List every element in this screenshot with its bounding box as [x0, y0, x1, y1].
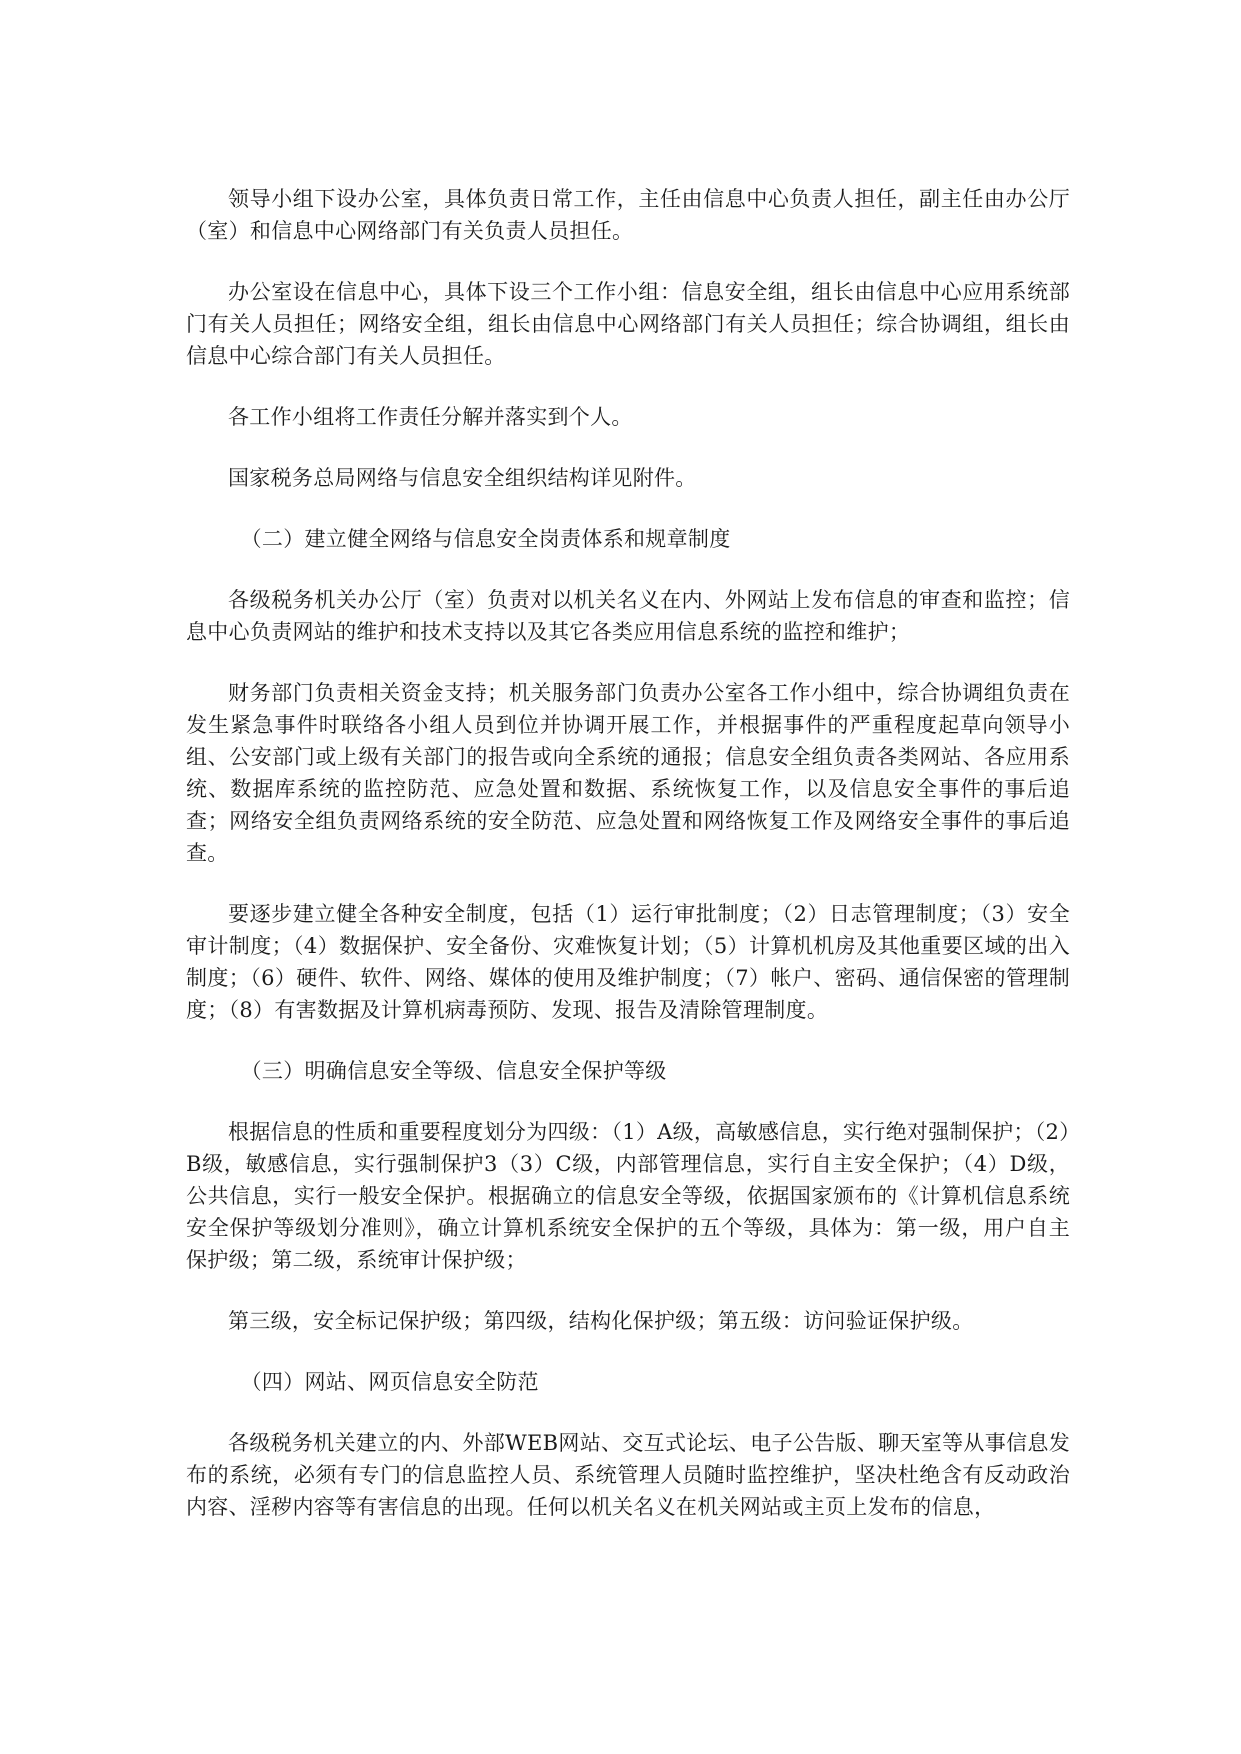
paragraph-security-levels: 根据信息的性质和重要程度划分为四级：（1）A级，高敏感信息，实行绝对强制保护；（2）B级，敏感信息，实行强制保护3（3）C级，内部管理信息，实行自主安全保护；（4）D级，公共信息，实行一般安全保护。根据确立的信息安全等级，依据国家颁布的《计算机信息系统安全保护等级划分准则》，确立计算机系统安全保护的五个等级，具体为：第一级，用户自主保护级；第二级，系统审计保护级； [186, 1120, 1070, 1272]
paragraph-working-groups: 办公室设在信息中心，具体下设三个工作小组：信息安全组，组长由信息中心应用系统部门有关人员担任；网络安全组，组长由信息中心网络部门有关人员担任；综合协调组，组长由信息中心综合部门有关人员担任。 [186, 280, 1070, 368]
paragraph-org-structure: 国家税务总局网络与信息安全组织结构详见附件。 [228, 466, 697, 490]
paragraph-office-duties: 各级税务机关办公厅（室）负责对以机关名义在内、外网站上发布信息的审查和监控；信息中心负责网站的维护和技术支持以及其它各类应用信息系统的监控和维护； [186, 588, 1070, 644]
paragraph-office-setup: 领导小组下设办公室，具体负责日常工作，主任由信息中心负责人担任，副主任由办公厅（室）和信息中心网络部门有关负责人员担任。 [186, 187, 1070, 243]
paragraph-security-rules: 要逐步建立健全各种安全制度，包括（1）运行审批制度；（2）日志管理制度；（3）安全审计制度；（4）数据保护、安全备份、灾难恢复计划；（5）计算机机房及其他重要区域的出入制度；（6）硬件、软件、网络、媒体的使用及维护制度；（7）帐户、密码、通信保密的管理制度；（8）有害数据及计算机病毒预防、发现、报告及清除管理制度。 [186, 902, 1070, 1022]
paragraph-website-security: 各级税务机关建立的内、外部WEB网站、交互式论坛、电子公告版、聊天室等从事信息发布的系统，必须有专门的信息监控人员、系统管理人员随时监控维护，坚决杜绝含有反动政治内容、淫秽内容等有害信息的出现。任何以机关名义在机关网站或主页上发布的信息， [186, 1431, 1070, 1519]
document-body [186, 183, 1070, 1552]
paragraph-responsibility: 各工作小组将工作责任分解并落实到个人。 [228, 405, 633, 429]
paragraph-department-duties: 财务部门负责相关资金支持；机关服务部门负责办公室各工作小组中，综合协调组负责在发生紧急事件时联络各小组人员到位并协调开展工作，并根据事件的严重程度起草向领导小组、公安部门或上级有关部门的报告或向全系统的通报；信息安全组负责各类网站、各应用系统、数据库系统的监控防范、应急处置和数据、系统恢复工作，以及信息安全事件的事后追查；网络安全组负责网络系统的安全防范、应急处置和网络恢复工作及网络安全事件的事后追查。 [186, 681, 1070, 865]
paragraph-protection-levels: 第三级，安全标记保护级；第四级，结构化保护级；第五级：访问验证保护级。 [228, 1309, 974, 1333]
section-heading-3: （三）明确信息安全等级、信息安全保护等级 [240, 1059, 667, 1083]
section-heading-2: （二）建立健全网络与信息安全岗责体系和规章制度 [240, 527, 731, 551]
section-heading-4: （四）网站、网页信息安全防范 [240, 1370, 539, 1394]
